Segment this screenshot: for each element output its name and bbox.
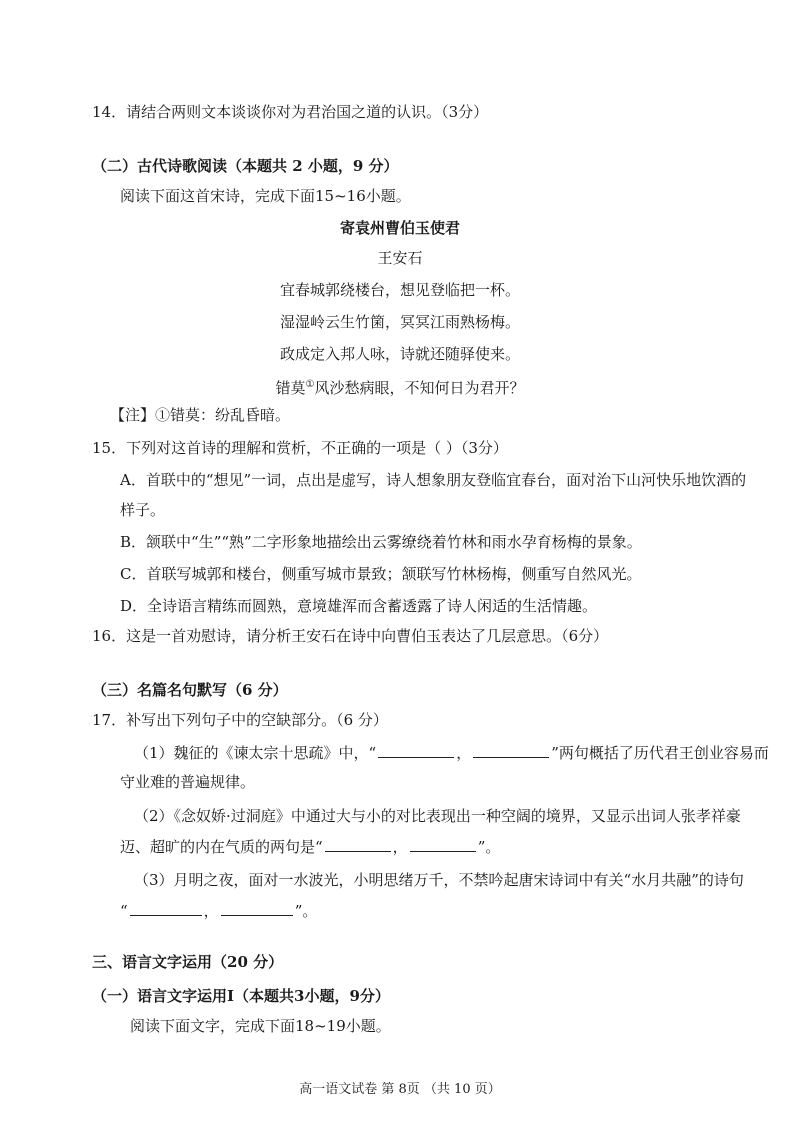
q17-p3-comma: ， [203, 902, 219, 920]
question-17-part-3: （3）月明之夜，面对一水波光，小明思绪万千，不禁吟起唐宋诗词中有关“水月共融”的诗句 [134, 871, 744, 889]
question-17-part-2-cont [120, 836, 500, 857]
part-3-header: 三、语言文字运用（20 分） [92, 953, 284, 971]
poem-author: 王安石 [377, 249, 423, 267]
q17-p3-suffix: ”。 [294, 902, 318, 920]
question-15-stem: 15．下列对这首诗的理解和赏析，不正确的一项是（ ）（3分） [92, 439, 508, 457]
answer-blank[interactable] [473, 742, 549, 758]
question-17-part-1 [134, 742, 769, 763]
question-17-part-2: （2）《念奴娇·过洞庭》中通过大与小的对比表现出一种空阔的境界，又显示出词人张孝祥豪 [134, 807, 741, 825]
question-15-option-d: D．全诗语言精练而圆熟，意境雄浑而含蓄透露了诗人闲适的生活情趣。 [120, 597, 598, 615]
poem-note: 【注】①错莫：纷乱昏暗。 [110, 406, 291, 424]
question-15-option-b: B．颔联中“生”“熟”二字形象地描绘出云雾缭绕着竹林和雨水孕育杨梅的景象。 [120, 533, 642, 551]
answer-blank[interactable] [410, 836, 476, 852]
page-footer: 高一语文试卷 第 8页 （共 10 页） [299, 1082, 501, 1097]
question-14: 14．请结合两则文本谈谈你对为君治国之道的认识。（3分） [92, 103, 489, 121]
q17-p2-suffix: ”。 [477, 838, 501, 856]
answer-blank[interactable] [325, 836, 391, 852]
q17-p2-prefix: 迈、超旷的内在气质的两句是“ [120, 838, 323, 856]
question-16: 16．这是一首劝慰诗，请分析王安石在诗中向曹伯玉表达了几层意思。（6分） [92, 627, 609, 645]
question-15-option-a-cont: 样子。 [120, 501, 166, 519]
poem-line-4-end: 风沙愁病眼，不知何日为君开？ [314, 379, 525, 397]
section-recitation-header: （三）名篇名句默写（6 分） [92, 681, 288, 699]
q17-p1-suffix: ”两句概括了历代君王创业容易而 [551, 744, 769, 762]
question-15-option-c: C．首联写城郭和楼台，侧重写城市景致；颔联写竹林杨梅，侧重写自然风光。 [120, 565, 642, 583]
question-17-part-3-cont [120, 900, 317, 921]
answer-blank[interactable] [130, 900, 202, 916]
answer-blank[interactable] [378, 742, 454, 758]
question-17-part-1-cont: 守业难的普遍规律。 [120, 773, 256, 791]
question-17-stem: 17．补写出下列句子中的空缺部分。（6 分） [92, 711, 388, 729]
q17-p1-comma: ， [456, 744, 472, 762]
poem-line-1: 宜春城郭绕楼台，想见登临把一杯。 [279, 281, 520, 299]
section-language-1-header: （一）语言文字运用Ⅰ（本题共3小题，9分） [92, 987, 390, 1005]
answer-blank[interactable] [221, 900, 293, 916]
question-15-option-a: A．首联中的“想见”一词，点出是虚写，诗人想象朋友登临宜春台，面对治下山河快乐地饮酒的 [120, 471, 747, 489]
poem-line-4 [0, 375, 800, 398]
poem-title: 寄袁州曹伯玉使君 [339, 219, 460, 237]
section-poetry-header: （二）古代诗歌阅读（本题共 2 小题，9 分） [92, 157, 399, 175]
poem-line-4-start: 错莫 [275, 379, 306, 397]
q17-p3-prefix: “ [120, 902, 128, 920]
q17-p2-comma: ， [392, 838, 408, 856]
poem-line-3: 政成定入邦人咏，诗就还随驿使来。 [279, 345, 520, 363]
section-language-1-instruction: 阅读下面文字，完成下面18~19小题。 [130, 1017, 391, 1035]
poem-line-2: 湿湿岭云生竹箘，冥冥江雨熟杨梅。 [279, 313, 520, 331]
q17-p1-prefix: （1）魏征的《谏太宗十思疏》中，“ [134, 744, 377, 762]
section-poetry-instruction: 阅读下面这首宋诗，完成下面15~16小题。 [120, 187, 411, 205]
footnote-marker: ① [305, 379, 315, 390]
